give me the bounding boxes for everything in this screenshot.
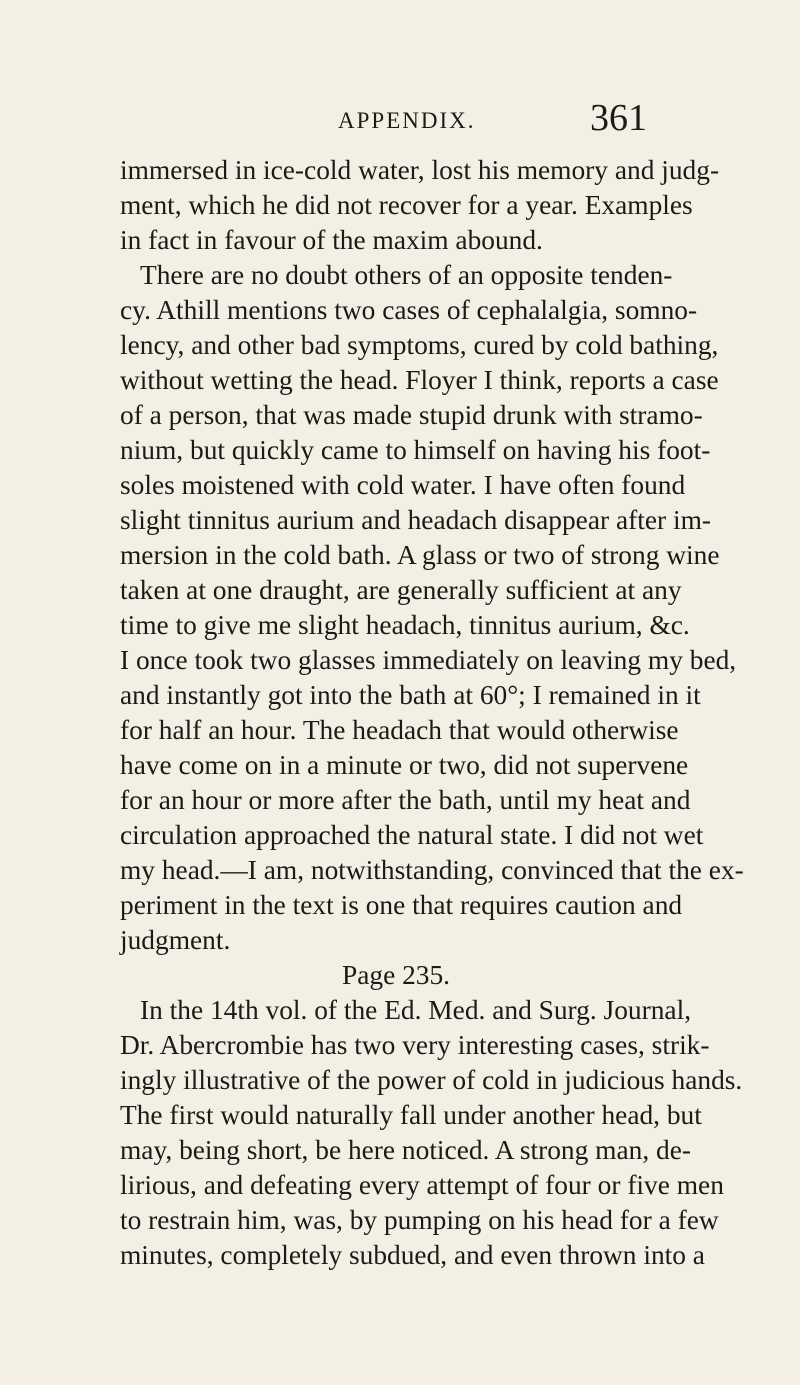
text-line: soles moistened with cold water. I have often found: [120, 470, 686, 500]
text-line: Dr. Abercrombie has two very interesting cases, strik-: [120, 1030, 710, 1060]
text-line: In the 14th vol. of the Ed. Med. and Surg. Journal,: [140, 995, 692, 1025]
text-line: in fact in favour of the maxim abound.: [120, 225, 543, 255]
text-line: without wetting the head. Floyer I think, reports a case: [120, 365, 719, 395]
text-line: have come on in a minute or two, did not supervene: [120, 750, 689, 780]
text-line: for an hour or more after the bath, until my heat and: [120, 785, 691, 815]
running-head: [0, 92, 800, 142]
text-line: ment, which he did not recover for a year. Examples: [120, 190, 693, 220]
text-line: of a person, that was made stupid drunk with stramo-: [120, 400, 703, 430]
text-line: lirious, and defeating every attempt of four or five men: [120, 1170, 724, 1200]
text-line: minutes, completely subdued, and even thrown into a: [120, 1240, 705, 1270]
text-line: cy. Athill mentions two cases of cephalalgia, somno-: [120, 295, 698, 325]
text-line: and instantly got into the bath at 60°; I remained in it: [120, 680, 701, 710]
text-line: The first would naturally fall under another head, but: [120, 1100, 702, 1130]
text-line: There are no doubt others of an opposite tenden-: [140, 260, 673, 290]
text-line: ingly illustrative of the power of cold in judicious hands.: [120, 1065, 743, 1095]
body-text: [120, 153, 744, 1273]
text-line: time to give me slight headach, tinnitus aurium, &c.: [120, 610, 690, 640]
text-line: to restrain him, was, by pumping on his head for a few: [120, 1205, 719, 1235]
text-line: immersed in ice-cold water, lost his memory and judg-: [120, 155, 720, 185]
text-line: may, being short, be here noticed. A strong man, de-: [120, 1135, 692, 1165]
text-line: circulation approached the natural state. I did not wet: [120, 820, 704, 850]
text-line: slight tinnitus aurium and headach disappear after im-: [120, 505, 711, 535]
text-line: nium, but quickly came to himself on having his foot-: [120, 435, 711, 465]
text-line: for half an hour. The headach that would otherwise: [120, 715, 679, 745]
text-line: judgment.: [120, 925, 231, 955]
running-head-title: APPENDIX.: [338, 108, 476, 133]
page-number: 361: [590, 97, 647, 139]
text-line: lency, and other bad symptoms, cured by cold bathing,: [120, 330, 719, 360]
text-line: taken at one draught, are generally sufficient at any: [120, 575, 682, 605]
section-heading: Page 235.: [341, 960, 451, 990]
text-line: my head.—I am, notwithstanding, convinced that the ex-: [120, 855, 744, 885]
text-line: I once took two glasses immediately on leaving my bed,: [120, 645, 737, 675]
text-line: periment in the text is one that requires caution and: [120, 890, 683, 920]
text-line: mersion in the cold bath. A glass or two of strong wine: [120, 540, 720, 570]
